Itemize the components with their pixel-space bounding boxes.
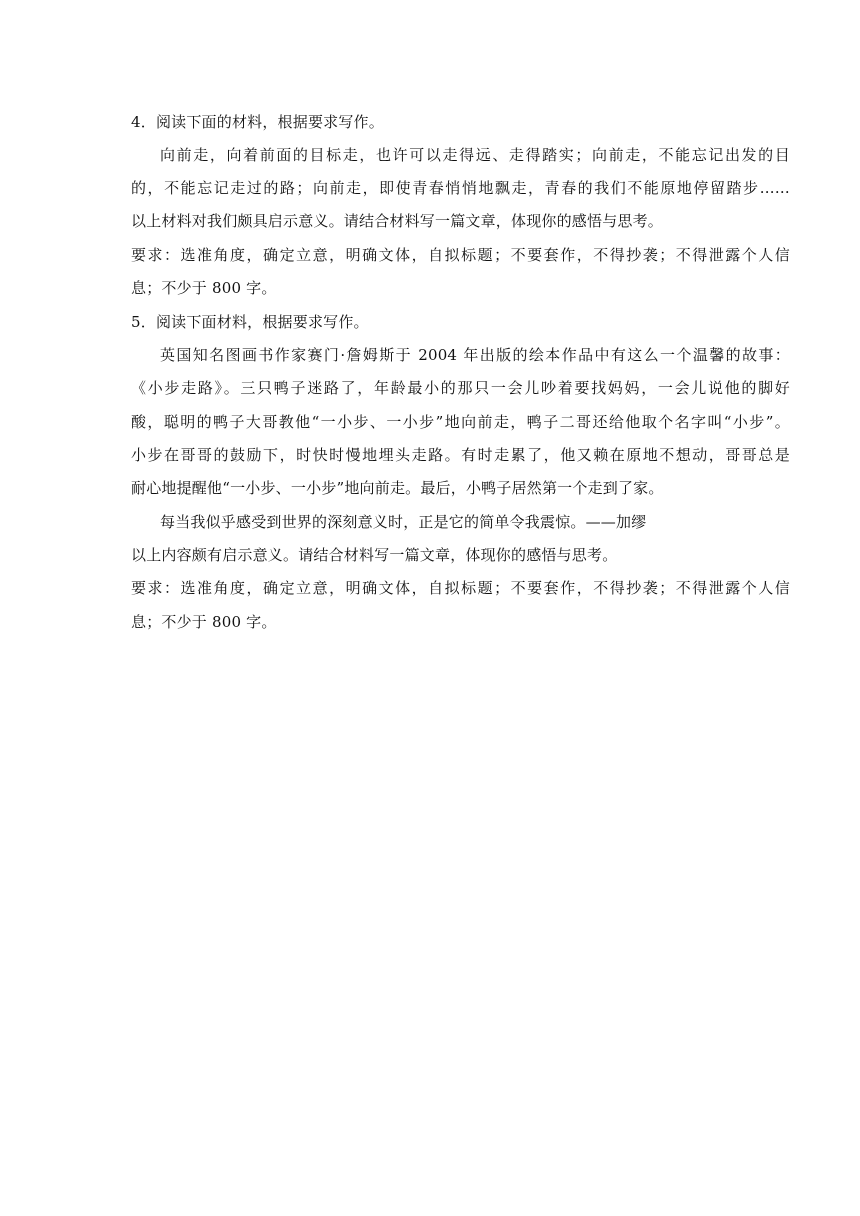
question-5-heading: 5．阅读下面材料，根据要求写作。 (131, 313, 369, 331)
question-4-requirement-line-2: 息；不少于 800 字。 (131, 279, 277, 297)
question-4-material-line-2: 的，不能忘记走过的路；向前走，即使青春悄悄地飘走，青春的我们不能原地停留踏步…… (131, 179, 790, 197)
question-4-material-line-1: 向前走，向着前面的目标走，也许可以走得远、走得踏实；向前走，不能忘记出发的目 (160, 146, 790, 164)
question-5-story-line-1: 英国知名图画书作家赛门·詹姆斯于 2004 年出版的绘本作品中有这么一个温馨的故事： (160, 346, 790, 364)
question-5-requirement-line-2: 息；不少于 800 字。 (131, 613, 277, 631)
question-5-prompt: 以上内容颇有启示意义。请结合材料写一篇文章，体现你的感悟与思考。 (131, 546, 618, 564)
question-5-quote: 每当我似乎感受到世界的深刻意义时，正是它的简单令我震惊。——加缪 (160, 513, 647, 531)
question-4-heading: 4．阅读下面的材料，根据要求写作。 (131, 113, 384, 131)
question-5-story-line-3: 酸，聪明的鸭子大哥教他“一小步、一小步”地向前走，鸭子二哥还给他取个名字叫“小步”。 (131, 413, 790, 431)
question-5-story-line-4: 小步在哥哥的鼓励下，时快时慢地埋头走路。有时走累了，他又赖在原地不想动，哥哥总是 (131, 446, 790, 464)
question-4-requirement-line-1: 要求：选准角度，确定立意，明确文体，自拟标题；不要套作，不得抄袭；不得泄露个人信 (131, 246, 790, 264)
question-5-requirement-line-1: 要求：选准角度，确定立意，明确文体，自拟标题；不要套作，不得抄袭；不得泄露个人信 (131, 579, 790, 597)
question-5-story-line-2: 《小步走路》。三只鸭子迷路了，年龄最小的那只一会儿吵着要找妈妈，一会儿说他的脚好 (131, 379, 790, 397)
question-4-prompt: 以上材料对我们颇具启示意义。请结合材料写一篇文章，体现你的感悟与思考。 (131, 212, 664, 230)
question-5-story-line-5: 耐心地提醒他“一小步、一小步”地向前走。最后，小鸭子居然第一个走到了家。 (131, 479, 664, 497)
